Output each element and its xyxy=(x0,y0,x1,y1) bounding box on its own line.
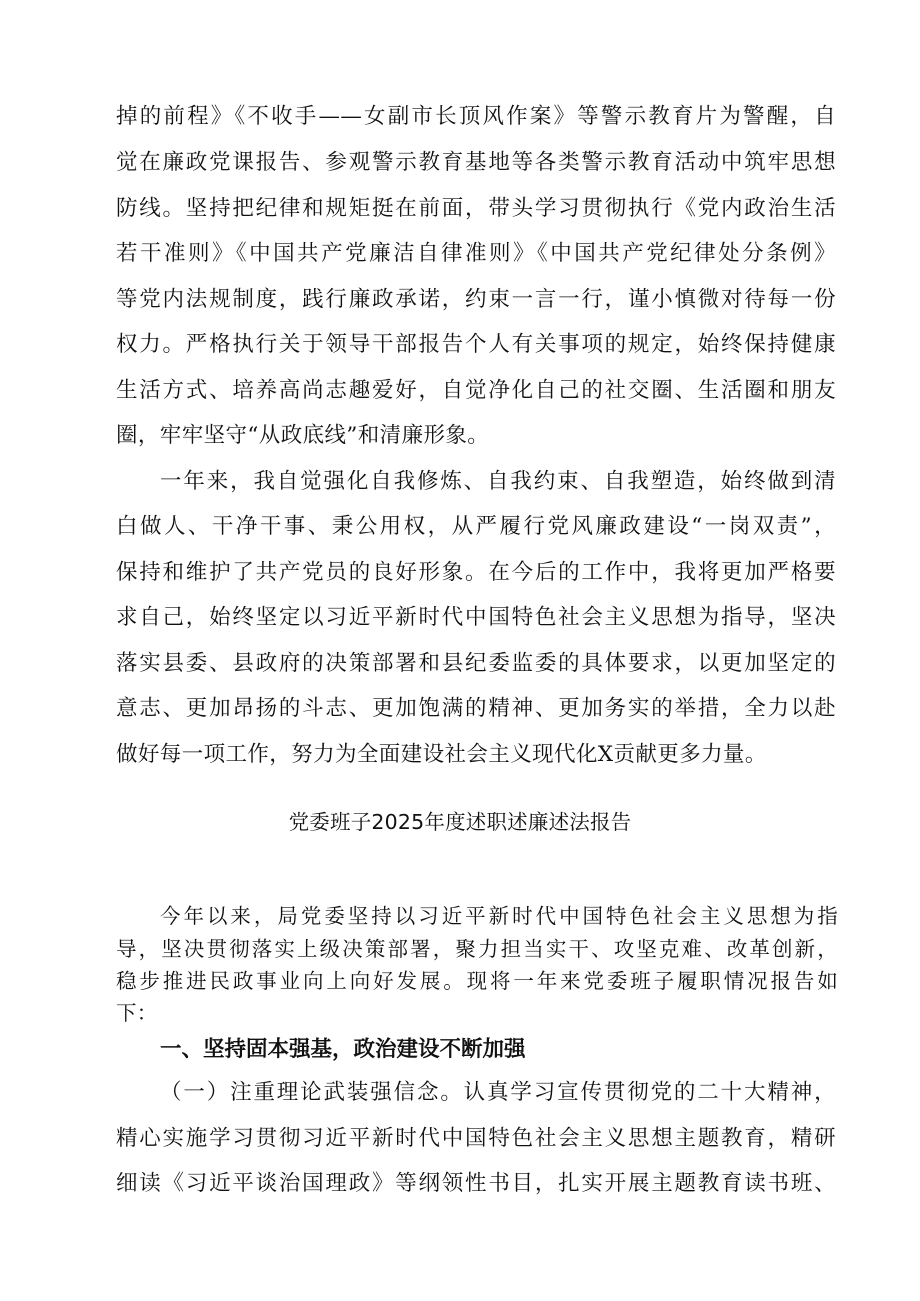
paragraph-line: 一年来，我自觉强化自我修炼、自我约束、自我塑造，始终做到清 xyxy=(160,469,836,494)
paragraph-line: 今年以来，局党委坚持以习近平新时代中国特色社会主义思想为指 xyxy=(160,904,838,928)
paragraph-line: 意志、更加昂扬的斗志、更加饱满的精神、更加务实的举措，全力以赴 xyxy=(116,696,836,721)
paragraph-line: 权力。严格执行关于领导干部报告个人有关事项的规定，始终保持健康 xyxy=(116,332,836,357)
paragraph-line: 防线。坚持把纪律和规矩挺在前面，带头学习贯彻执行《党内政治生活 xyxy=(116,196,836,221)
paragraph-line: 掉的前程》《不收手——女副市长顶风作案》等警示教育片为警醒，自 xyxy=(116,104,836,129)
paragraph-line: 落实县委、县政府的决策部署和县纪委监委的具体要求，以更加坚定的 xyxy=(116,651,836,676)
paragraph-line: 求自己，始终坚定以习近平新时代中国特色社会主义思想为指导，坚决 xyxy=(116,605,836,630)
paragraph-line: 下： xyxy=(116,1001,158,1025)
paragraph-line: 觉在廉政党课报告、参观警示教育基地等各类警示教育活动中筑牢思想 xyxy=(116,150,836,175)
paragraph-line: 保持和维护了共产党员的良好形象。在今后的工作中，我将更加严格要 xyxy=(116,560,836,585)
paragraph-line: 圈，牢牢坚守“从政底线”和清廉形象。 xyxy=(116,423,490,448)
paragraph-line: 白做人、干净干事、秉公用权，从严履行党风廉政建设“一岗双责”， xyxy=(116,514,836,539)
section-heading: 一、坚持固本强基，政治建设不断加强 xyxy=(160,1037,526,1062)
paragraph-line: （一）注重理论武装强信念。认真学习宣传贯彻党的二十大精神， xyxy=(160,1080,836,1105)
report-title: 党委班子2025年度述职述廉述法报告 xyxy=(288,810,632,834)
paragraph-line: 等党内法规制度，践行廉政承诺，约束一言一行，谨小慎微对待每一份 xyxy=(116,287,836,312)
paragraph-line: 做好每一项工作，努力为全面建设社会主义现代化X贡献更多力量。 xyxy=(116,742,767,767)
paragraph-line: 精心实施学习贯彻习近平新时代中国特色社会主义思想主题教育，精研 xyxy=(116,1126,836,1151)
paragraph-line: 稳步推进民政事业向上向好发展。现将一年来党委班子履职情况报告如 xyxy=(116,969,838,993)
paragraph-line: 若干准则》《中国共产党廉洁自律准则》《中国共产党纪律处分条例》 xyxy=(116,241,836,266)
paragraph-line: 细读《习近平谈治国理政》等纲领性书目，扎实开展主题教育读书班、 xyxy=(116,1171,836,1196)
paragraph-line: 导，坚决贯彻落实上级决策部署，聚力担当实干、攻坚克难、改革创新， xyxy=(116,937,838,961)
paragraph-line: 生活方式、培养高尚志趣爱好，自觉净化自己的社交圈、生活圈和朋友 xyxy=(116,378,836,403)
